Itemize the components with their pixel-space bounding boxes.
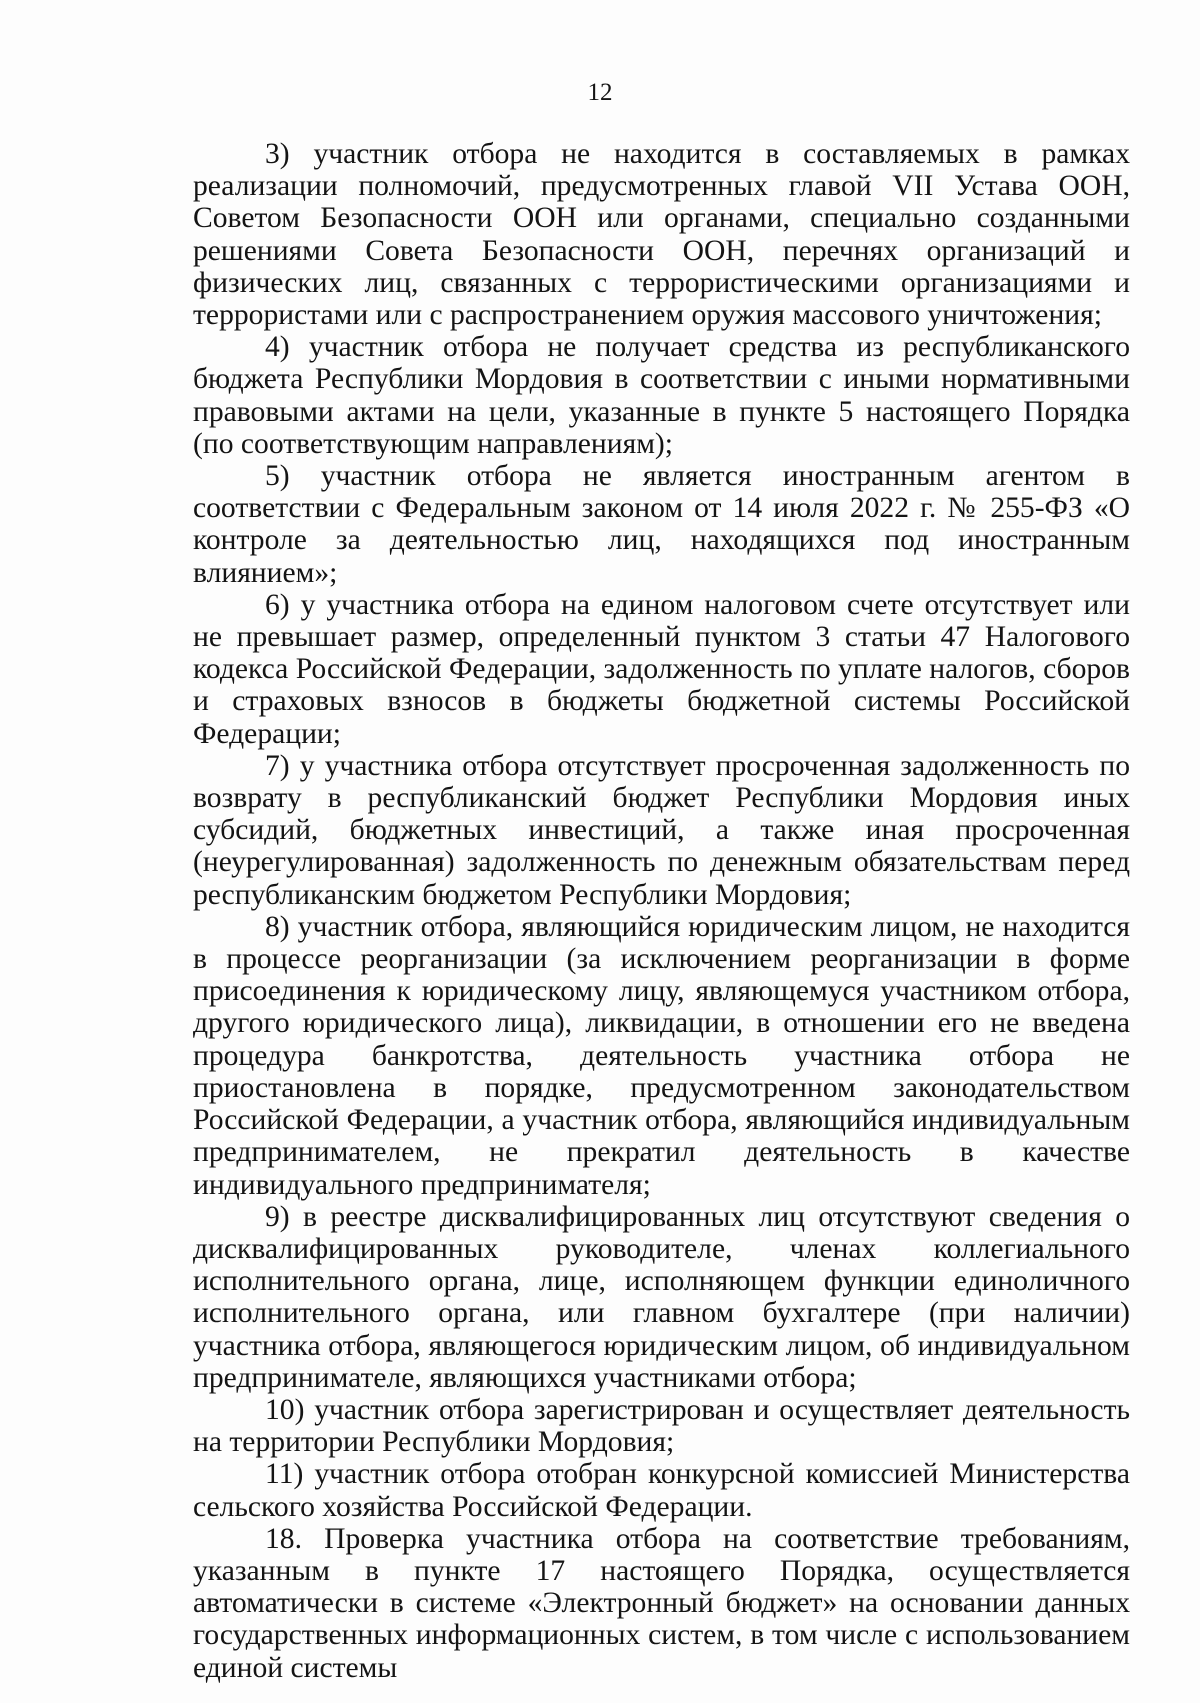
paragraph-item-3: 3) участник отбора не находится в составляемых в рамках реализации полномочий, предусмотренных главой VII Устава ООН, Советом Безопасности ООН или органами, специально созданными решениями Совета Безопасности ООН, перечнях организаций и физических лиц, связанных с террористическими организациями и террористами или с распространением оружия массового уничтожения;: [193, 138, 1130, 332]
document-body: [193, 138, 1130, 1684]
paragraph-item-5: 5) участник отбора не является иностранным агентом в соответствии с Федеральным законом от 14 июля 2022 г. № 255-ФЗ «О контроле за деятельностью лиц, находящихся под иностранным влиянием»;: [193, 460, 1130, 589]
paragraph-item-9: 9) в реестре дисквалифицированных лиц отсутствуют сведения о дисквалифицированных руководителе, членах коллегиального исполнительного органа, лице, исполняющем функции единоличного исполнительного органа, или главном бухгалтере (при наличии) участника отбора, являющегося юридическим лицом, об индивидуальном предпринимателе, являющихся участниками отбора;: [193, 1200, 1130, 1394]
paragraph-item-10: 10) участник отбора зарегистрирован и осуществляет деятельность на территории Республики Мордовия;: [193, 1393, 1130, 1459]
page-number: 12: [587, 79, 613, 106]
paragraph-item-7: 7) у участника отбора отсутствует просроченная задолженность по возврату в республиканский бюджет Республики Мордовия иных субсидий, бюджетных инвестиций, а также иная просроченная (неурегулированная) задолженность по денежным обязательствам перед республиканским бюджетом Республики Мордовия;: [193, 749, 1130, 911]
paragraph-item-11: 11) участник отбора отобран конкурсной комиссией Министерства сельского хозяйства Российской Федерации.: [193, 1458, 1130, 1523]
paragraph-item-4: 4) участник отбора не получает средства из республиканского бюджета Республики Мордовия в соответствии с иными нормативными правовыми актами на цели, указанные в пункте 5 настоящего Порядка (по соответствующим направлениям);: [193, 331, 1130, 460]
paragraph-item-8: 8) участник отбора, являющийся юридическим лицом, не находится в процессе реорганизации (за исключением реорганизации в форме присоединения к юридическому лицу, являющемуся участником отбора, другого юридического лица), ликвидации, в отношении его не введена процедура банкротства, деятельность участника отбора не приостановлена в порядке, предусмотренном законодательством Российской Федерации, а участник отбора, являющийся индивидуальным предпринимателем, не прекратил деятельность в качестве индивидуального предпринимателя;: [193, 910, 1130, 1201]
paragraph-item-6: 6) у участника отбора на едином налоговом счете отсутствует или не превышает размер, определенный пунктом 3 статьи 47 Налогового кодекса Российской Федерации, задолженность по уплате налогов, сборов и страховых взносов в бюджеты бюджетной системы Российской Федерации;: [193, 588, 1130, 750]
paragraph-section-18: 18. Проверка участника отбора на соответствие требованиям, указанным в пункте 17 настоящего Порядка, осуществляется автоматически в системе «Электронный бюджет» на основании данных государственных информационных систем, в том числе с использованием единой системы: [193, 1522, 1130, 1684]
